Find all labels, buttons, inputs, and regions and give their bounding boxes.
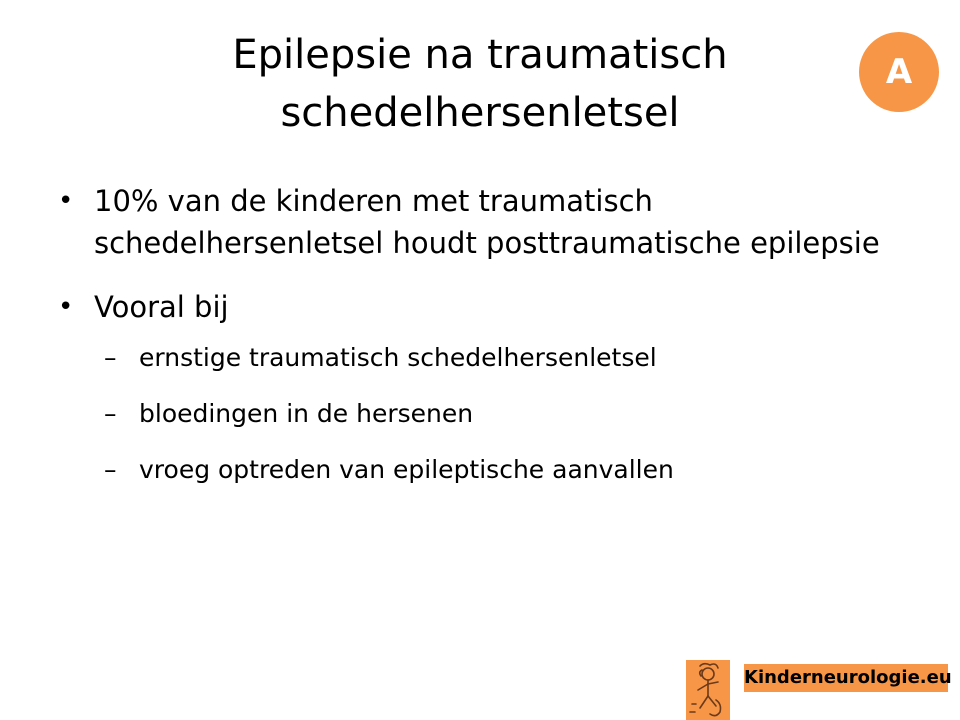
sub-bullet-item (104, 342, 888, 374)
slide-title (120, 26, 840, 142)
title-line-2: schedelhersenletsel (280, 90, 680, 136)
child-figure-icon (686, 660, 730, 720)
sub-bullet-item (104, 398, 888, 430)
bullet-list (58, 180, 888, 510)
dash-icon: – (104, 343, 117, 372)
bullet-text: Vooral bij (94, 290, 229, 324)
sub-bullet-text: bloedingen in de hersenen (139, 399, 474, 428)
site-logo-text: Kinderneurologie.eu (744, 664, 948, 692)
bullet-item (58, 286, 888, 328)
bullet-text: 10% van de kinderen met traumatisch schedelhersenletsel houdt posttraumatische epilepsie (94, 184, 880, 260)
bullet-dot-icon: • (58, 186, 74, 216)
sub-bullet-item (104, 454, 888, 486)
sub-bullet-list (104, 342, 888, 486)
logo-figure-icon (686, 660, 730, 720)
section-badge: A (859, 32, 939, 112)
sub-bullet-text: vroeg optreden van epileptische aanvallen (139, 455, 674, 484)
dash-icon: – (104, 399, 117, 428)
title-line-1: Epilepsie na traumatisch (232, 32, 728, 78)
sub-bullet-text: ernstige traumatisch schedelhersenletsel (139, 343, 657, 372)
bullet-dot-icon: • (58, 292, 74, 322)
dash-icon: – (104, 455, 117, 484)
bullet-item (58, 180, 888, 264)
